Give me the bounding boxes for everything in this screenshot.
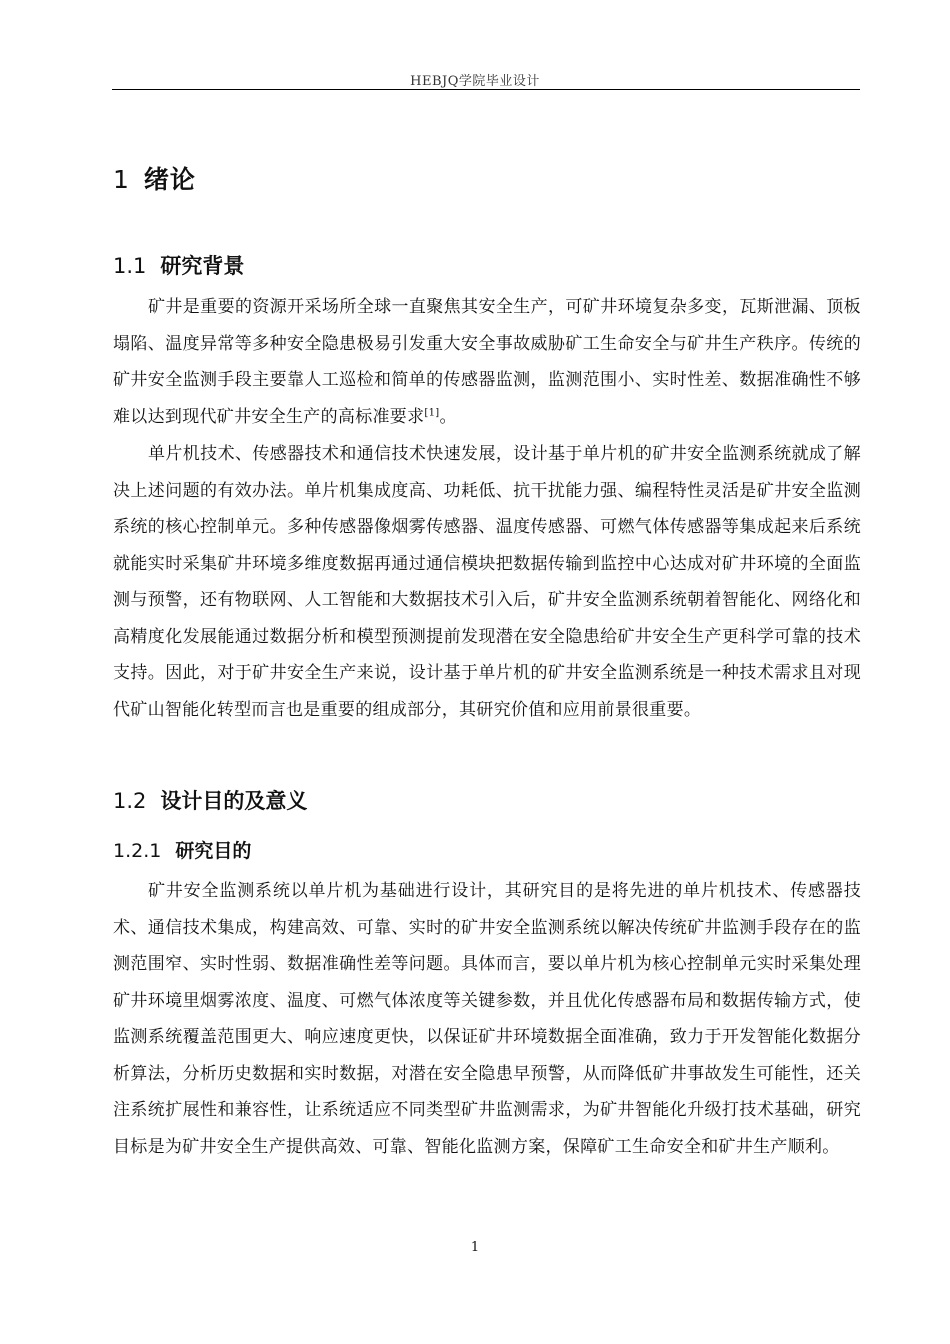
subsection-title: 研究目的 [175,840,252,862]
paragraph-end: 。 [439,406,457,427]
chapter-heading [113,160,196,196]
section-title: 研究背景 [160,254,245,278]
section-1-2-heading [113,785,307,815]
section-1-2-1-heading [113,836,251,863]
subsection-number: 1.2.1 [113,840,162,862]
section-1-1-heading [113,250,244,280]
chapter-title: 绪论 [143,165,196,194]
citation-ref: [1] [424,406,440,418]
paragraph-background-2 [113,436,861,728]
paragraph-purpose [113,873,861,1165]
paragraph-background-1 [113,289,861,435]
section-title: 设计目的及意义 [160,789,308,813]
header-divider [112,89,860,90]
paragraph-text: 单片机技术、传感器技术和通信技术快速发展，设计基于单片机的矿井安全监测系统就成了解决上述问题的有效办法。单片机集成度高、功耗低、抗干扰能力强、编程特性灵活是矿井安全监测系统的核心控制单元。多种传感器像烟雾传感器、温度传感器、可燃气体传感器等集成起来后系统就能实时采集矿井环境多维度数据再通过通信模块把数据传输到监控中心达成对矿井环境的全面监测与预警，还有物联网、人工智能和大数据技术引入后，矿井安全监测系统朝着智能化、网络化和高精度化发展能通过数据分析和模型预测提前发现潜在安全隐患给矿井安全生产更科学可靠的技术支持。因此，对于矿井安全生产来说，设计基于单片机的矿井安全监测系统是一种技术需求且对现代矿山智能化转型而言也是重要的组成部分，其研究价值和应用前景很重要。 [113,444,861,720]
section-number: 1.1 [113,254,147,278]
paragraph-text: 矿井安全监测系统以单片机为基础进行设计，其研究目的是将先进的单片机技术、传感器技术、通信技术集成，构建高效、可靠、实时的矿井安全监测系统以解决传统矿井监测手段存在的监测范围窄、实时性弱、数据准确性差等问题。具体而言，要以单片机为核心控制单元实时采集处理矿井环境里烟雾浓度、温度、可燃气体浓度等关键参数，并且优化传感器布局和数据传输方式，使监测系统覆盖范围更大、响应速度更快，以保证矿井环境数据全面准确，致力于开发智能化数据分析算法，分析历史数据和实时数据，对潜在安全隐患早预警，从而降低矿井事故发生可能性，还关注系统扩展性和兼容性，让系统适应不同类型矿井监测需求，为矿井智能化升级打技术基础，研究目标是为矿井安全生产提供高效、可靠、智能化监测方案，保障矿工生命安全和矿井生产顺利。 [113,881,861,1157]
section-number: 1.2 [113,789,147,813]
page-number: 1 [470,1240,480,1255]
header-title: HEBJQ学院毕业设计 [410,74,540,89]
paragraph-text: 矿井是重要的资源开采场所全球一直聚焦其安全生产，可矿井环境复杂多变，瓦斯泄漏、顶板塌陷、温度异常等多种安全隐患极易引发重大安全事故威胁矿工生命安全与矿井生产秩序。传统的矿井安全监测手段主要靠人工巡检和简单的传感器监测，监测范围小、实时性差、数据准确性不够难以达到现代矿井安全生产的高标准要求 [113,297,861,427]
chapter-number: 1 [113,165,130,194]
